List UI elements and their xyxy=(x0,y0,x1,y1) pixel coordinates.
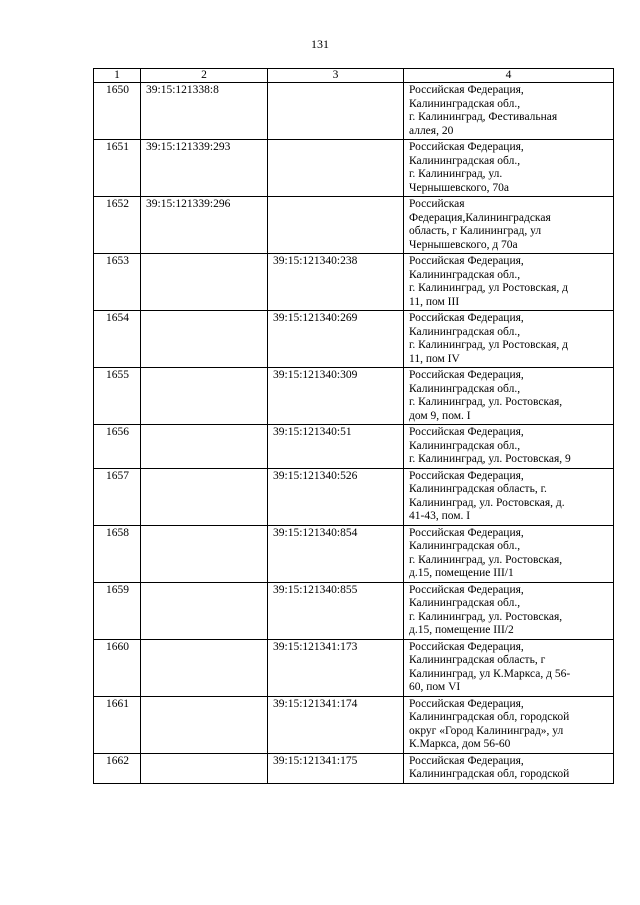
address-cell xyxy=(404,83,614,140)
column-header-4: 4 xyxy=(404,69,614,83)
row-number-cell: 1661 xyxy=(94,696,141,753)
address-line: г. Калининград, ул Ростовская, д xyxy=(409,339,569,351)
row-number-cell: 1650 xyxy=(94,83,141,140)
table-row xyxy=(94,83,614,140)
address-line: Российская Федерация, xyxy=(409,640,524,653)
address-cell xyxy=(404,140,614,197)
table-row xyxy=(94,753,614,783)
table-header-row xyxy=(94,69,614,83)
premises-cadastral-number-cell: 39:15:121340:51 xyxy=(268,425,404,469)
address-line: Калининградская обл., xyxy=(409,540,521,552)
address-line: 11, пом IV xyxy=(409,352,460,365)
cadastral-number-cell xyxy=(141,425,268,469)
registry-table xyxy=(93,68,614,784)
row-number-cell: 1656 xyxy=(94,425,141,469)
address-line: г. Калининград, ул Ростовская, д xyxy=(409,282,569,294)
address-cell xyxy=(404,425,614,469)
table-row xyxy=(94,696,614,753)
table-body xyxy=(94,83,614,784)
row-number-cell: 1655 xyxy=(94,368,141,425)
address-line: округ «Город Калининград», ул xyxy=(409,724,564,737)
address-line: Российская Федерация, xyxy=(409,754,524,767)
address-line: г. Калининград, ул. Ростовская, xyxy=(409,610,563,623)
address-line: Российская Федерация, xyxy=(409,369,524,381)
address-cell xyxy=(404,582,614,639)
address-line: Калининградская обл., xyxy=(409,154,521,167)
address-cell xyxy=(404,368,614,425)
cadastral-number-cell xyxy=(141,696,268,753)
address-line: г. Калининград, Фестивальная xyxy=(409,111,558,123)
cadastral-number-cell xyxy=(141,254,268,311)
address-line: Калининград, ул. Ростовская, д. xyxy=(409,496,565,509)
premises-cadastral-number-cell: 39:15:121341:173 xyxy=(268,639,404,696)
cadastral-number-cell xyxy=(141,368,268,425)
premises-cadastral-number-cell: 39:15:121340:269 xyxy=(268,311,404,368)
cadastral-number-cell: 39:15:121339:293 xyxy=(141,140,268,197)
row-number-cell: 1652 xyxy=(94,197,141,254)
address-line: г. Калининград, ул. Ростовская, 9 xyxy=(409,453,571,465)
address-line: Калининградская область, г xyxy=(409,654,546,666)
table-row xyxy=(94,368,614,425)
cadastral-number-cell: 39:15:121339:296 xyxy=(141,197,268,254)
address-line: область, г Калининград, ул xyxy=(409,225,542,237)
address-cell xyxy=(404,753,614,783)
table-row xyxy=(94,311,614,368)
address-line: Калининград, ул К.Маркса, д 56- xyxy=(409,667,571,680)
address-line: К.Маркса, дом 56-60 xyxy=(409,738,511,750)
premises-cadastral-number-cell: 39:15:121340:855 xyxy=(268,582,404,639)
cadastral-number-cell xyxy=(141,468,268,525)
row-number-cell: 1660 xyxy=(94,639,141,696)
address-line: г. Калининград, ул. xyxy=(409,168,503,180)
cadastral-number-cell: 39:15:121338:8 xyxy=(141,83,268,140)
row-number-cell: 1654 xyxy=(94,311,141,368)
premises-cadastral-number-cell: 39:15:121340:309 xyxy=(268,368,404,425)
address-line: Калининградская обл., xyxy=(409,268,521,281)
table-row xyxy=(94,468,614,525)
address-cell xyxy=(404,468,614,525)
address-line: Российская Федерация, xyxy=(409,526,524,539)
address-line: Российская Федерация, xyxy=(409,312,524,324)
address-cell xyxy=(404,311,614,368)
address-line: аллея, 20 xyxy=(409,124,454,137)
column-header-3: 3 xyxy=(268,69,404,83)
table-row xyxy=(94,197,614,254)
row-number-cell: 1651 xyxy=(94,140,141,197)
cadastral-number-cell xyxy=(141,582,268,639)
cadastral-number-cell xyxy=(141,639,268,696)
cadastral-number-cell xyxy=(141,753,268,783)
address-line: 11, пом III xyxy=(409,295,460,308)
row-number-cell: 1658 xyxy=(94,525,141,582)
premises-cadastral-number-cell xyxy=(268,83,404,140)
address-line: Российская Федерация, xyxy=(409,141,524,153)
table-row xyxy=(94,425,614,469)
address-line: Российская Федерация, xyxy=(409,84,524,96)
address-line: дом 9, пом. I xyxy=(409,409,471,422)
address-line: Калининградская обл., xyxy=(409,597,521,609)
address-line: Российская Федерация, xyxy=(409,426,524,438)
address-line: д.15, помещение III/2 xyxy=(409,624,514,636)
premises-cadastral-number-cell: 39:15:121340:854 xyxy=(268,525,404,582)
page-number: 131 xyxy=(311,37,329,51)
premises-cadastral-number-cell: 39:15:121340:238 xyxy=(268,254,404,311)
address-line: Российская Федерация, xyxy=(409,583,524,596)
row-number-cell: 1657 xyxy=(94,468,141,525)
column-header-2: 2 xyxy=(141,69,268,83)
address-cell xyxy=(404,197,614,254)
address-line: Российская xyxy=(409,198,465,210)
premises-cadastral-number-cell xyxy=(268,140,404,197)
address-line: г. Калининград, ул. Ростовская, xyxy=(409,553,563,566)
column-header-1: 1 xyxy=(94,69,141,83)
address-line: Чернышевского, д 70а xyxy=(409,238,518,251)
row-number-cell: 1662 xyxy=(94,753,141,783)
cadastral-number-cell xyxy=(141,311,268,368)
address-line: Чернышевского, 70а xyxy=(409,181,509,194)
address-line: 60, пом VI xyxy=(409,681,461,693)
row-number-cell: 1659 xyxy=(94,582,141,639)
address-cell xyxy=(404,696,614,753)
address-line: г. Калининград, ул. Ростовская, xyxy=(409,396,563,408)
address-cell xyxy=(404,639,614,696)
address-line: Российская Федерация, xyxy=(409,697,524,710)
address-line: Калининградская область, г. xyxy=(409,483,547,495)
premises-cadastral-number-cell xyxy=(268,197,404,254)
address-cell xyxy=(404,525,614,582)
address-line: Калининградская обл., xyxy=(409,325,521,338)
address-cell xyxy=(404,254,614,311)
address-line: Калининградская обл., xyxy=(409,97,521,110)
table-row xyxy=(94,582,614,639)
address-line: Российская Федерация, xyxy=(409,255,524,267)
premises-cadastral-number-cell: 39:15:121341:174 xyxy=(268,696,404,753)
table-row xyxy=(94,254,614,311)
address-line: Калининградская обл, городской xyxy=(409,711,570,723)
address-line: д.15, помещение III/1 xyxy=(409,567,514,579)
table-row xyxy=(94,639,614,696)
cadastral-number-cell xyxy=(141,525,268,582)
address-line: Федерация,Калининградская xyxy=(409,211,551,224)
table-row xyxy=(94,140,614,197)
table-row xyxy=(94,525,614,582)
address-line: Калининградская обл., xyxy=(409,439,521,452)
address-line: Калининградская обл, городской xyxy=(409,768,570,780)
premises-cadastral-number-cell: 39:15:121340:526 xyxy=(268,468,404,525)
row-number-cell: 1653 xyxy=(94,254,141,311)
address-line: 41-43, пом. I xyxy=(409,510,471,522)
address-line: Калининградская обл., xyxy=(409,382,521,395)
address-line: Российская Федерация, xyxy=(409,469,524,482)
premises-cadastral-number-cell: 39:15:121341:175 xyxy=(268,753,404,783)
